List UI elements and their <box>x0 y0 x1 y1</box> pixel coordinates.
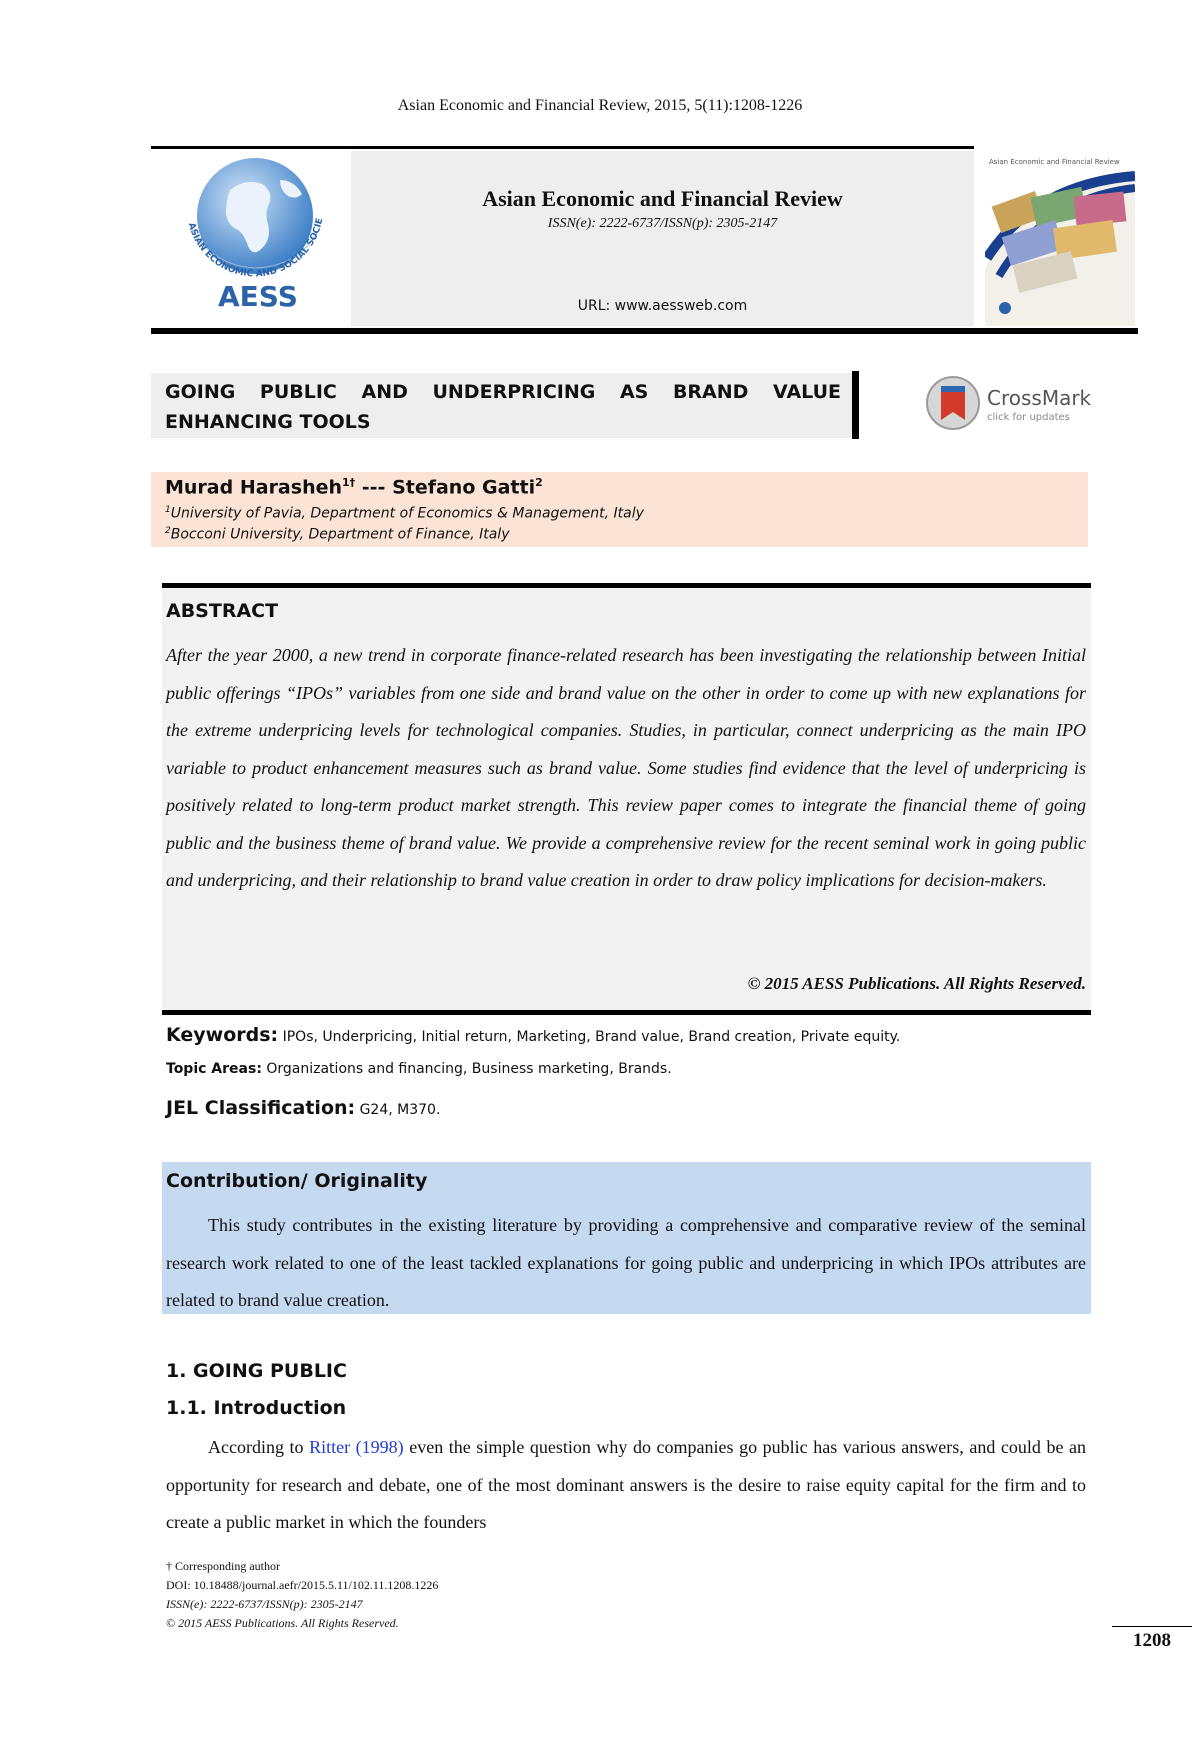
keywords-value: IPOs, Underpricing, Initial return, Marketing, Brand value, Brand creation, Private equity. <box>282 1029 901 1045</box>
affiliation-2 <box>165 526 509 543</box>
crossmark-label: CrossMark <box>987 386 1092 410</box>
section-heading: 1. GOING PUBLIC <box>166 1360 347 1382</box>
crossmark-sub: click for updates <box>987 412 1070 423</box>
abstract-bottom-rule <box>162 1010 1091 1015</box>
affiliation-1-text: University of Pavia, Department of Economics & Management, Italy <box>170 505 644 522</box>
paper-title: GOING PUBLIC AND UNDERPRICING AS BRAND VALUE ENHANCING TOOLS <box>165 381 841 433</box>
contribution-heading: Contribution/ Originality <box>166 1170 428 1192</box>
topic-areas-value: Organizations and financing, Business marketing, Brands. <box>266 1061 672 1077</box>
cover-image <box>985 158 1135 326</box>
author-list <box>165 476 543 498</box>
masthead-top-rule <box>151 146 974 149</box>
author-box <box>151 472 1088 547</box>
page-number: 1208 <box>1133 1630 1171 1651</box>
crossmark-badge[interactable] <box>925 374 1092 434</box>
body-text-after: even the simple question why do companies go public has various answers, and could be an opportunity for research and debate, one of the most dominant answers is the desire to raise equity capital for the firm and to create a public market in which the founders <box>166 1437 1086 1532</box>
subsection-heading: 1.1. Introduction <box>166 1397 347 1419</box>
abstract-heading: ABSTRACT <box>166 600 279 622</box>
body-paragraph <box>166 1429 1086 1542</box>
affiliation-2-number: 2 <box>165 526 171 536</box>
footnote-corresponding: † Corresponding author <box>166 1559 280 1573</box>
affiliation-1-number: 1 <box>165 505 171 515</box>
body-text-before: According to <box>208 1437 310 1457</box>
aess-logo <box>160 150 350 328</box>
title-accent-bar <box>852 371 859 439</box>
logo-word: AESS <box>218 280 298 313</box>
page-number-rule <box>1112 1626 1192 1627</box>
jel-classification <box>166 1097 440 1119</box>
author-1: Murad Harasheh <box>165 476 343 499</box>
keywords-label: Keywords: <box>166 1024 279 1046</box>
journal-url[interactable]: URL: www.aessweb.com <box>577 298 748 314</box>
journal-title: Asian Economic and Financial Review <box>482 186 843 211</box>
keywords <box>166 1024 900 1046</box>
title-box <box>151 373 858 438</box>
affiliation-1 <box>165 505 644 522</box>
contribution-box <box>162 1162 1091 1314</box>
affiliation-2-text: Bocconi University, Department of Finance, Italy <box>170 526 510 543</box>
footnote-copyright: © 2015 AESS Publications. All Rights Reserved. <box>166 1616 399 1630</box>
jel-label: JEL Classification: <box>166 1097 356 1119</box>
running-head: Asian Economic and Financial Review, 2015, 5(11):1208-1226 <box>397 97 803 114</box>
logo-ring-text: ASIAN ECONOMIC AND SOCIAL SOCIE <box>185 217 326 280</box>
abstract-copyright: © 2015 AESS Publications. All Rights Reserved. <box>747 974 1086 993</box>
contribution-text: This study contributes in the existing literature by providing a comprehensive and comparative review of the seminal research work related to one of the least tackled explanations for going public and underpricing in which IPOs attributes are related to brand value creation. <box>166 1215 1086 1310</box>
abstract-text: After the year 2000, a new trend in corporate finance-related research has been investigating the relationship between Initial public offerings “IPOs” variables from one side and brand value on the other in order to come up with new explanations for the extreme underpricing levels for technological companies. Studies, in particular, connect underpricing as the main IPO variable to product enhancement measures such as brand value. Some studies find evidence that the level of underpricing is positively related to long-term product market strength. This review paper comes to integrate the financial theme of going public and the business theme of brand value. We provide a comprehensive review for the recent seminal work in going public and underpricing, and their relationship to brand value creation in order to draw policy implications for decision-makers. <box>166 645 1086 890</box>
author-2: Stefano Gatti <box>392 476 536 499</box>
masthead-bottom-rule <box>151 328 1138 334</box>
footnote-doi[interactable]: DOI: 10.18488/journal.aefr/2015.5.11/102.11.1208.1226 <box>166 1578 439 1592</box>
journal-cover-thumbnail <box>985 158 1135 326</box>
cover-caption: Asian Economic and Financial Review <box>989 158 1120 166</box>
topic-areas-label: Topic Areas: <box>166 1061 262 1077</box>
author-1-marks: 1† <box>342 476 356 489</box>
footnote-issn: ISSN(e): 2222-6737/ISSN(p): 2305-2147 <box>166 1597 363 1611</box>
author-2-marks: 2 <box>535 476 543 489</box>
abstract-top-rule <box>162 583 1091 588</box>
author-separator: --- <box>355 476 393 499</box>
citation-link[interactable]: Ritter (1998) <box>309 1437 404 1457</box>
topic-areas <box>166 1061 672 1077</box>
crossmark-icon <box>925 374 981 432</box>
journal-issn: ISSN(e): 2222-6737/ISSN(p): 2305-2147 <box>547 216 778 231</box>
jel-value: G24, M370. <box>359 1102 441 1118</box>
